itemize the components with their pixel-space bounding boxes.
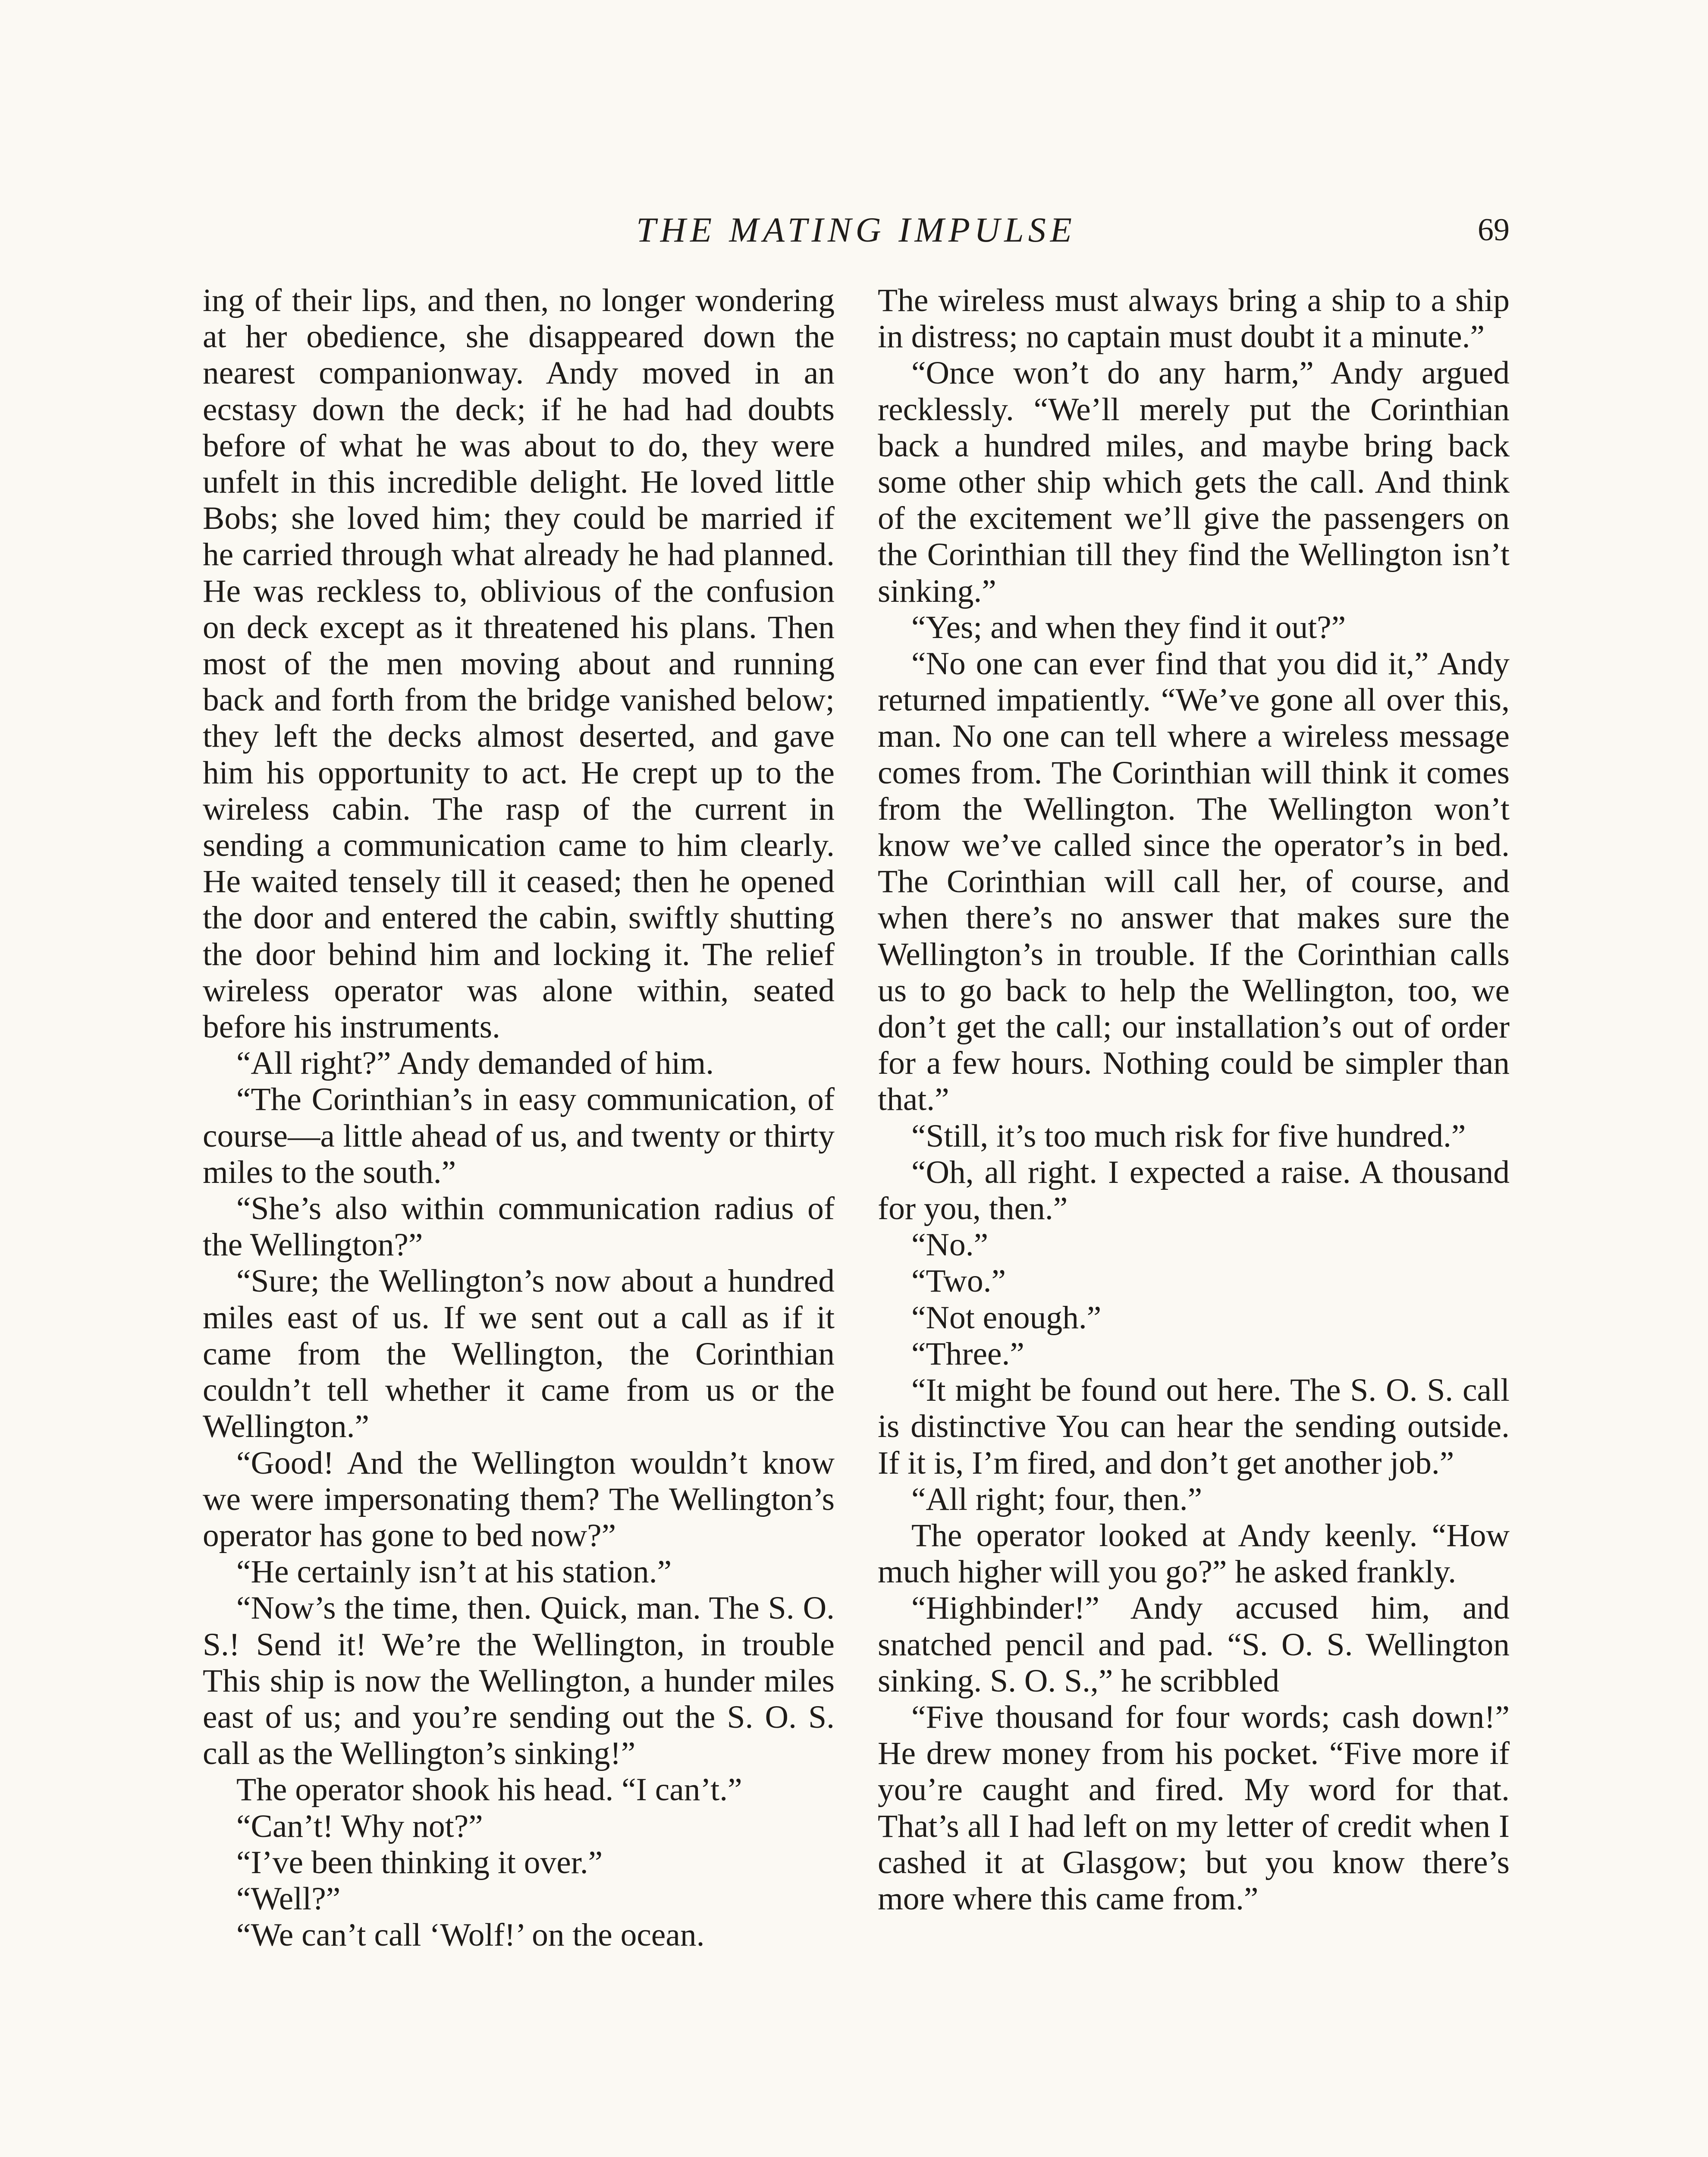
paragraph: “All right; four, then.” (911, 1481, 1203, 1517)
paragraph: “No.” (911, 1227, 989, 1263)
left-text-column (203, 283, 835, 1953)
paragraph: “Oh, all right. I expected a raise. A thousand for you, then.” (878, 1154, 1510, 1227)
paragraph: “Good! And the Wellington wouldn’t know we were impersonating them? The Wellington’s operator has gone to bed now?” (203, 1445, 835, 1553)
running-head (203, 206, 1510, 258)
paragraph: “It might be found out here. The S. O. S. call is distinctive You can hear the sending outside. If it is, I’m fired, and don’t get another job.” (878, 1372, 1510, 1481)
paragraph: The wireless must always bring a ship to a ship in distress; no captain must doubt it a minute.” (878, 283, 1510, 355)
page-number: 69 (1478, 212, 1510, 248)
paragraph: “Well?” (236, 1880, 341, 1917)
paragraph: “No one can ever find that you did it,” Andy returned impatiently. “We’ve gone all over this, man. No one can tell where a wireless message comes from. The Corinthian will think it comes from the Wellington. The Wellington won’t know we’ve called since the operator’s in bed. The Corinthian will call her, of course, and when there’s no answer that makes sure the Wellington’s in trouble. If the Corinthian calls us to go back to help the Wellington, too, we don’t get the call; our installation’s out of order for a few hours. Nothing could be simpler than that.” (878, 646, 1510, 1118)
paragraph: “I’ve been thinking it over.” (236, 1844, 603, 1880)
paragraph: “Still, it’s too much risk for five hundred.” (911, 1118, 1466, 1154)
paragraph: “All right?” Andy demanded of him. (236, 1045, 714, 1082)
paragraph: “Yes; and when they find it out?” (911, 609, 1346, 645)
paragraph: “Can’t! Why not?” (236, 1808, 483, 1844)
running-head-title: THE MATING IMPULSE (636, 210, 1076, 249)
paragraph: “Sure; the Wellington’s now about a hundred miles east of us. If we sent out a call as if it came from the Wellington, the Corinthian couldn’t tell whether it came from us or the Wellington.” (203, 1263, 835, 1445)
paragraph: “Five thousand for four words; cash down!” He drew money from his pocket. “Five more if you’re caught and fired. My word for that. That’s all I had left on my letter of credit when I cashed it at Glasgow; but you know there’s more where this came from.” (878, 1699, 1510, 1917)
paragraph: “Two.” (911, 1263, 1006, 1299)
paragraph: “Once won’t do any harm,” Andy argued recklessly. “We’ll merely put the Corinthian back a hundred miles, and maybe bring back some other ship which gets the call. And think of the excitement we’ll give the passengers on the Corinthian till they find the Wellington isn’t sinking.” (878, 355, 1510, 609)
paragraph: The operator shook his head. “I can’t.” (236, 1772, 742, 1808)
paragraph: “Not enough.” (911, 1299, 1102, 1336)
paragraph: “We can’t call ‘Wolf!’ on the ocean. (236, 1917, 705, 1953)
paragraph: “The Corinthian’s in easy communication, of course—a little ahead of us, and twenty or thirty miles to the south.” (203, 1082, 835, 1190)
paragraph: The operator looked at Andy keenly. “How much higher will you go?” he asked frankly. (878, 1517, 1510, 1590)
paragraph: “She’s also within communication radius of the Wellington?” (203, 1191, 835, 1263)
paragraph: “Three.” (911, 1336, 1024, 1372)
paragraph: “He certainly isn’t at his station.” (236, 1554, 672, 1590)
paragraph: “Highbinder!” Andy accused him, and snatched pencil and pad. “S. O. S. Wellington sinking. S. O. S.,” he scribbled (878, 1590, 1510, 1699)
paragraph: “Now’s the time, then. Quick, man. The S. O. S.! Send it! We’re the Wellington, in trouble This ship is now the Wellington, a hunder miles east of us; and you’re sending out the S. O. S. call as the Wellington’s sinking!” (203, 1590, 835, 1772)
right-text-column (878, 283, 1510, 1917)
paragraph: ing of their lips, and then, no longer wondering at her obedience, she disappeared down the nearest companionway. Andy moved in an ecstasy down the deck; if he had had doubts before of what he was about to do, they were unfelt in this incredible delight. He loved little Bobs; she loved him; they could be married if he carried through what already he had planned. He was reckless to, oblivious of the confusion on deck except as it threatened his plans. Then most of the men moving about and running back and forth from the bridge vanished below; they left the decks almost deserted, and gave him his opportunity to act. He crept up to the wireless cabin. The rasp of the current in sending a communication came to him clearly. He waited tensely till it ceased; then he opened the door and entered the cabin, swiftly shutting the door behind him and locking it. The relief wireless operator was alone within, seated before his instruments. (203, 283, 835, 1045)
